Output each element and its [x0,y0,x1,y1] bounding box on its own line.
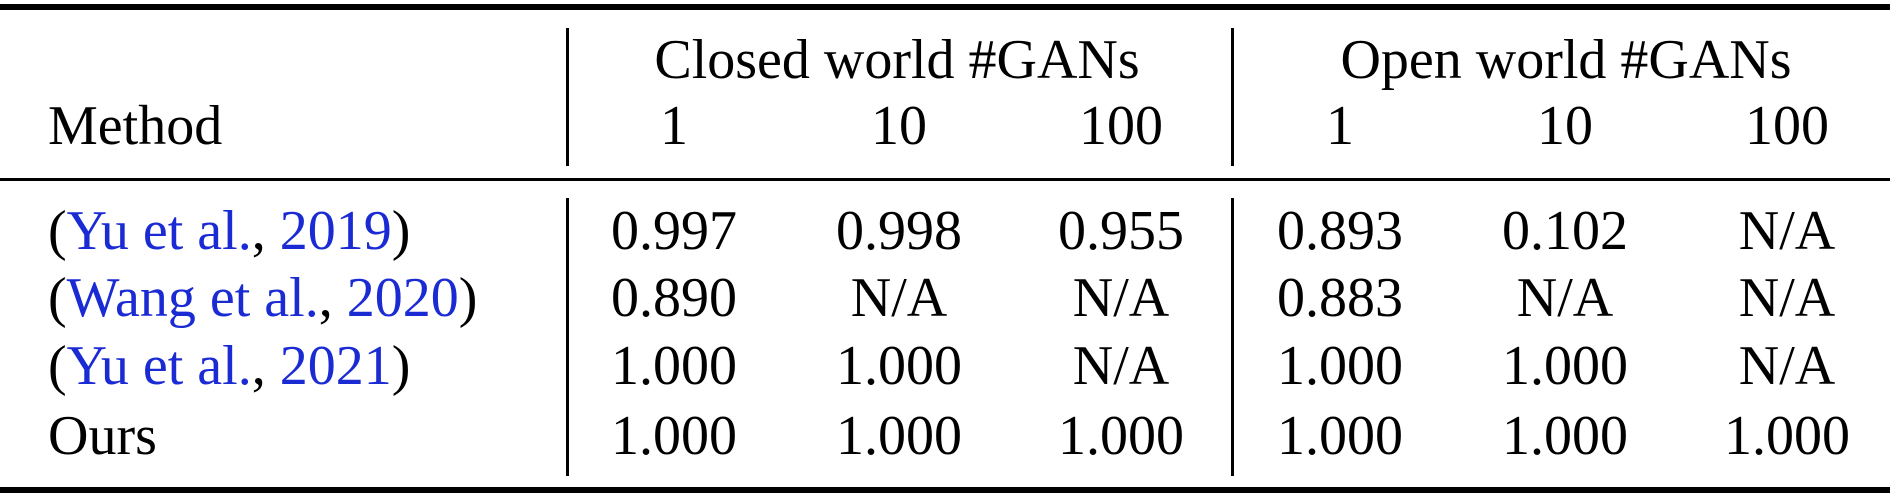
table-cell: N/A [1738,267,1836,329]
citation-separator: , [251,200,280,262]
citation-year-link[interactable]: 2021 [279,335,392,397]
table-cell: 1.000 [1724,405,1850,467]
table-cell: N/A [1516,267,1614,329]
top-rule [0,4,1890,10]
table-cell: 1.000 [1277,335,1403,397]
header-closed-10: 10 [871,95,927,157]
table-cell: N/A [1072,267,1170,329]
group-separator-body [1231,198,1234,476]
citation-author-link[interactable]: Wang et al. [66,267,319,329]
table-cell: 1.000 [1058,405,1184,467]
table-cell: 0.883 [1277,267,1403,329]
citation-year-link[interactable]: 2020 [346,267,459,329]
table-cell: N/A [1072,335,1170,397]
header-open-100: 100 [1745,95,1829,157]
group-separator-top [1231,28,1234,166]
table-cell: 0.955 [1058,200,1184,262]
table-cell: N/A [1738,335,1836,397]
table-cell: 1.000 [611,335,737,397]
row-method-cell [48,199,410,263]
table-cell: 0.102 [1502,200,1628,262]
header-method: Method [48,95,223,157]
header-rule [0,178,1890,181]
table-cell: 1.000 [836,335,962,397]
header-closed-1: 1 [660,95,688,157]
paren-open: ( [48,267,67,329]
header-closed-100: 100 [1079,95,1163,157]
paren-open: ( [48,335,67,397]
bottom-rule [0,487,1890,493]
row-method-cell [48,334,410,398]
paren-open: ( [48,200,67,262]
method-separator-body [566,198,569,476]
citation-year-link[interactable]: 2019 [279,200,392,262]
table-cell: 0.997 [611,200,737,262]
table-cell: 0.998 [836,200,962,262]
table-cell: 1.000 [836,405,962,467]
table-cell: N/A [1738,200,1836,262]
header-open-1: 1 [1326,95,1354,157]
table-cell: 1.000 [611,405,737,467]
table-cell: 1.000 [1502,335,1628,397]
paren-close: ) [391,335,411,397]
paren-close: ) [458,267,478,329]
method-separator-top [566,28,569,166]
table-cell: 0.893 [1277,200,1403,262]
header-open-10: 10 [1537,95,1593,157]
table-cell: 1.000 [1502,405,1628,467]
table-cell: 1.000 [1277,405,1403,467]
table-cell: 0.890 [611,267,737,329]
citation-author-link[interactable]: Yu et al. [66,200,252,262]
header-group-closed: Closed world #GANs [654,29,1140,91]
header-group-open: Open world #GANs [1340,29,1792,91]
row-method-cell [48,266,477,330]
paren-close: ) [391,200,411,262]
table-cell: N/A [850,267,948,329]
citation-separator: , [251,335,280,397]
citation-author-link[interactable]: Yu et al. [66,335,252,397]
row-method-ours: Ours [48,405,157,467]
citation-separator: , [318,267,347,329]
